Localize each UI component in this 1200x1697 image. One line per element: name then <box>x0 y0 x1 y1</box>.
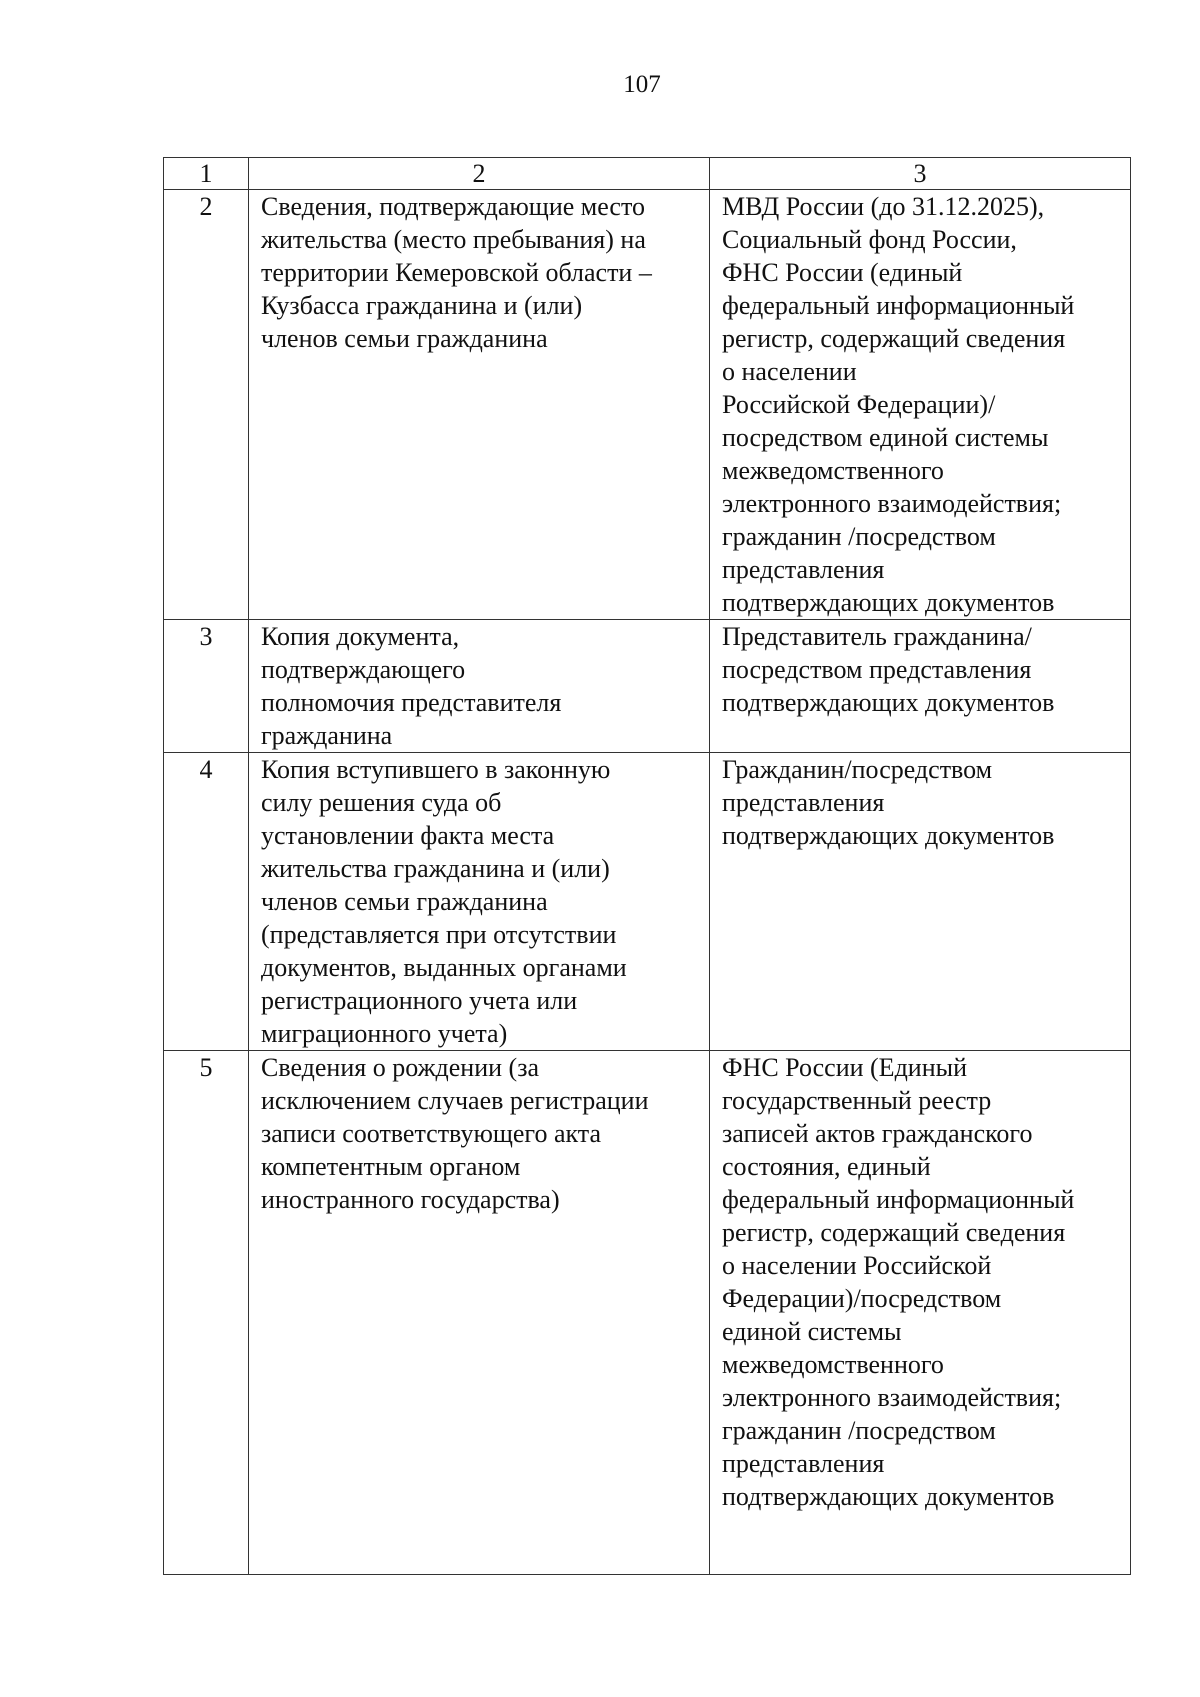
source-line: регистр, содержащий сведения <box>722 1218 1066 1247</box>
source-line: Российской Федерации)/ <box>722 390 996 419</box>
document-line: жительства (место пребывания) на <box>261 225 646 254</box>
document-line: полномочия представителя <box>261 688 562 717</box>
source-line: посредством представления <box>722 655 1032 684</box>
source-line: единой системы <box>722 1317 902 1346</box>
source-line: подтверждающих документов <box>722 688 1055 717</box>
source-line: Социальный фонд России, <box>722 225 1017 254</box>
document-line: записи соответствующего акта <box>261 1119 601 1148</box>
document-line: гражданина <box>261 721 393 750</box>
table-header-row <box>164 158 1131 190</box>
source-line: электронного взаимодействия; <box>722 489 1062 518</box>
source-line: государственный реестр <box>722 1086 992 1115</box>
table-row <box>164 1051 1131 1575</box>
source-line: гражданин /посредством <box>722 522 996 551</box>
document-line: жительства гражданина и (или) <box>261 854 610 883</box>
page-number: 107 <box>623 71 661 98</box>
document-cell <box>249 620 710 753</box>
source-line: федеральный информационный <box>722 291 1075 320</box>
document-line: Сведения о рождении (за <box>261 1053 540 1082</box>
table-row <box>164 753 1131 1051</box>
document-cell <box>249 753 710 1051</box>
source-line: МВД России (до 31.12.2025), <box>722 192 1045 221</box>
row-number: 3 <box>164 620 249 753</box>
table-row <box>164 190 1131 620</box>
source-line: Гражданин/посредством <box>722 755 993 784</box>
table-row <box>164 620 1131 753</box>
row-number: 5 <box>164 1051 249 1575</box>
header-cell-source: 3 <box>710 158 1131 190</box>
source-line: ФНС России (единый <box>722 258 963 287</box>
document-line: (представляется при отсутствии <box>261 920 617 949</box>
source-cell <box>710 620 1131 753</box>
row-number: 4 <box>164 753 249 1051</box>
source-line: Представитель гражданина/ <box>722 622 1032 651</box>
row-number: 2 <box>164 190 249 620</box>
source-line: о населении <box>722 357 857 386</box>
document-line: исключением случаев регистрации <box>261 1086 649 1115</box>
document-line: Копия вступившего в законную <box>261 755 611 784</box>
source-line: межведомственного <box>722 456 944 485</box>
header-cell-number: 1 <box>164 158 249 190</box>
document-line: Кузбасса гражданина и (или) <box>261 291 583 320</box>
source-line: представления <box>722 1449 885 1478</box>
document-line: членов семьи гражданина <box>261 887 548 916</box>
source-line: подтверждающих документов <box>722 821 1055 850</box>
source-cell <box>710 190 1131 620</box>
document-line: Сведения, подтверждающие место <box>261 192 645 221</box>
source-line: регистр, содержащий сведения <box>722 324 1066 353</box>
source-cell <box>710 753 1131 1051</box>
source-line: подтверждающих документов <box>722 1482 1055 1511</box>
source-line: ФНС России (Единый <box>722 1053 968 1082</box>
source-line: Федерации)/посредством <box>722 1284 1002 1313</box>
source-line: электронного взаимодействия; <box>722 1383 1062 1412</box>
document-line: регистрационного учета или <box>261 986 578 1015</box>
source-line: подтверждающих документов <box>722 588 1055 617</box>
source-line: посредством единой системы <box>722 423 1049 452</box>
header-cell-document: 2 <box>249 158 710 190</box>
source-line: представления <box>722 555 885 584</box>
document-line: миграционного учета) <box>261 1019 508 1048</box>
source-line: федеральный информационный <box>722 1185 1075 1214</box>
document-line: подтверждающего <box>261 655 466 684</box>
document-line: компетентным органом <box>261 1152 521 1181</box>
source-cell <box>710 1051 1131 1575</box>
source-line: записей актов гражданского <box>722 1119 1033 1148</box>
document-line: документов, выданных органами <box>261 953 627 982</box>
source-line: представления <box>722 788 885 817</box>
documents-table <box>163 157 1131 1575</box>
source-line: состояния, единый <box>722 1152 931 1181</box>
document-cell <box>249 190 710 620</box>
document-line: Копия документа, <box>261 622 460 651</box>
source-line: о населении Российской <box>722 1251 992 1280</box>
document-line: иностранного государства) <box>261 1185 560 1214</box>
document-cell <box>249 1051 710 1575</box>
document-line: силу решения суда об <box>261 788 502 817</box>
source-line: гражданин /посредством <box>722 1416 996 1445</box>
document-line: территории Кемеровской области – <box>261 258 652 287</box>
source-line: межведомственного <box>722 1350 944 1379</box>
document-line: членов семьи гражданина <box>261 324 548 353</box>
document-line: установлении факта места <box>261 821 555 850</box>
